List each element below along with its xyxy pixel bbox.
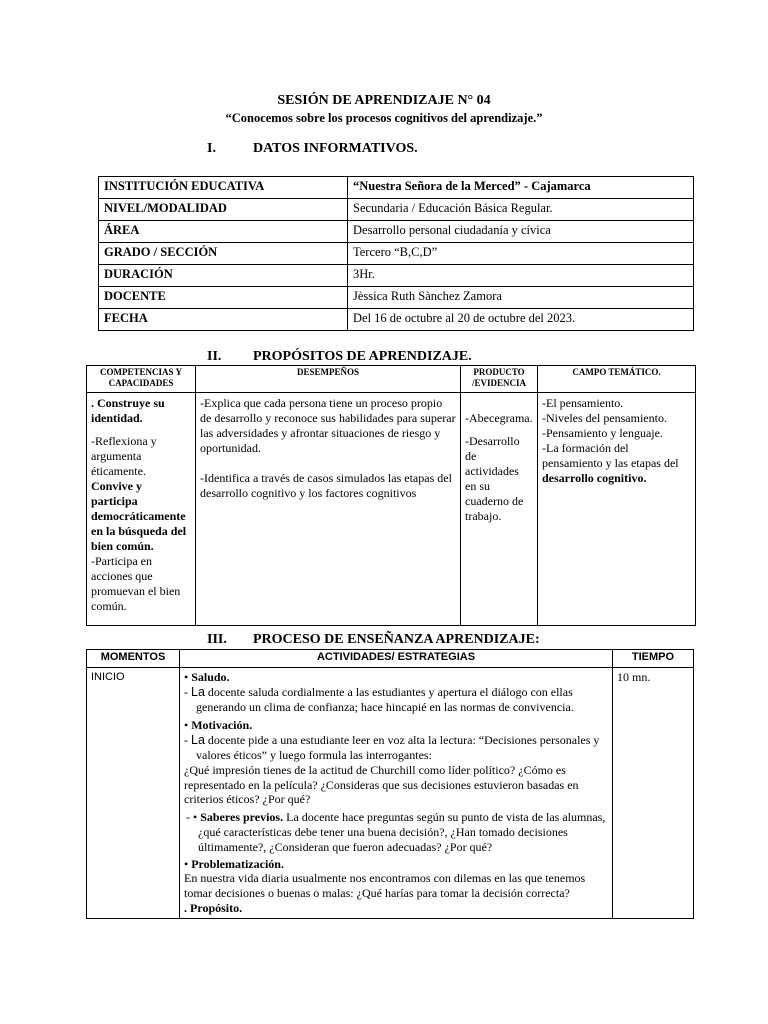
datos-value: Secundaria / Educación Básica Regular. [348, 199, 694, 221]
column-header: MOMENTOS [87, 650, 180, 668]
datos-value: Jèssica Ruth Sànchez Zamora [348, 287, 694, 309]
saberes-text: La docente hace preguntas según su punto de vista de las alumnas, ¿qué características debe tener una buena decisión?, ¿Han tomado decisiones últimamente?, ¿Consideran que fueron adecuadas? ¿Por qué? [198, 810, 606, 854]
tema: -El pensamiento. [542, 396, 624, 410]
table-row [99, 199, 694, 221]
table-row [87, 668, 694, 919]
motivacion-title: Motivación. [191, 718, 253, 733]
tiempo-cell: 10 mn. [613, 668, 694, 919]
datos-label: NIVEL/MODALIDAD [99, 199, 348, 221]
datos-value: Desarrollo personal ciudadanía y cívica [348, 221, 694, 243]
tema-text: -La formación del pensamiento y las etapas del [542, 441, 679, 470]
capacidad: -Reflexiona y argumenta éticamente. [91, 434, 157, 478]
datos-label: GRADO / SECCIÓN [99, 243, 348, 265]
producto: -Desarrollo de actividades en su cuaderno de trabajo. [465, 434, 524, 523]
tema: -Niveles del pensamiento. [542, 411, 667, 425]
desempenos-cell [196, 393, 461, 626]
section-title: PROPÓSITOS DE APRENDIZAJE. [253, 349, 472, 364]
column-header: CAMPO TEMÁTICO. [538, 366, 696, 393]
session-subtitle: “Conocemos sobre los procesos cognitivos del aprendizaje.” [225, 111, 543, 125]
capacidad: -Participa en acciones que promuevan el bien común. [91, 554, 181, 613]
proposito-title: . Propósito. [184, 900, 243, 915]
activity-item: - La docente pide a una estudiante leer en voz alta la lectura: “Decisiones personales y valores éticos” y luego formula las interrogantes: [184, 733, 600, 762]
table-header-row [87, 650, 694, 668]
activity-heading: • Motivación. [184, 718, 253, 733]
datos-value: 3Hr. [348, 265, 694, 287]
section-number: I. [207, 141, 216, 156]
table-row [99, 243, 694, 265]
desempeno: -Identifica a través de casos simulados las etapas del desarrollo cognitivo y los factores cognitivos [200, 471, 452, 500]
datos-label: DURACIÓN [99, 265, 348, 287]
datos-informativos-table [98, 176, 694, 331]
column-header: COMPETENCIAS Y CAPACIDADES [87, 366, 196, 393]
datos-value: “Nuestra Señora de la Merced” - Cajamarca [348, 177, 694, 199]
problem-text: En nuestra vida diaria usualmente nos encontramos con dilemas en las que tenemos tomar decisiones o buenas o malas: ¿Qué harías para tomar la decisión correcta? [184, 871, 586, 901]
activity-item: - • Saberes previos. La docente hace preguntas según su punto de vista de las alumnas, ¿qué características debe tener una buena decisión?, ¿Han tomado decisiones últimamente?, ¿Consideran que fueron adecuadas? ¿Por qué? [186, 810, 606, 854]
section-number: II. [207, 349, 222, 364]
proceso-table [86, 649, 694, 919]
column-header: ACTIVIDADES/ ESTRATEGIAS [180, 650, 613, 668]
producto: -Abecegrama. [465, 411, 533, 425]
tema: -Pensamiento y lenguaje. [542, 426, 663, 440]
table-header-row [87, 366, 696, 393]
table-row [99, 309, 694, 331]
column-header: PRODUCTO /EVIDENCIA [461, 366, 538, 393]
momento-cell: INICIO [87, 668, 180, 919]
activity-heading: • Problematización. [184, 856, 284, 871]
section-number: III. [207, 632, 227, 647]
saberes-title: Saberes previos. [200, 810, 284, 825]
datos-label: DOCENTE [99, 287, 348, 309]
saludo-title: Saludo. [191, 670, 230, 684]
article-la: La [191, 733, 205, 748]
datos-label: INSTITUCIÓN EDUCATIVA [99, 177, 348, 199]
section-title: PROCESO DE ENSEÑANZA APRENDIZAJE: [253, 632, 540, 647]
competencias-cell [87, 393, 196, 626]
column-header: TIEMPO [613, 650, 694, 668]
motivacion-questions: ¿Qué impresión tienes de la actitud de Churchill como líder político? ¿Cómo es representado en la película? ¿Consideras que sus decisiones estuvieron basadas en criterios éticos? ¿Por qué? [184, 762, 579, 807]
page-title: SESIÓN DE APRENDIZAJE N° 04 [277, 93, 491, 108]
table-row [99, 287, 694, 309]
activity-item: - La docente saluda cordialmente a las estudiantes y apertura el diálogo con ellas generando un clima de confianza; hace hincapié en las normas de convivencia. [184, 684, 574, 714]
section-heading-propositos [207, 349, 472, 365]
motivacion-text: docente pide a una estudiante leer en voz alta la lectura: “Decisiones personales y valores éticos” y luego formula las interrogantes: [196, 733, 600, 762]
saludo-text: docente saluda cordialmente a las estudiantes y apertura el diálogo con ellas generando un clima de confianza; hace hincapié en las normas de convivencia. [196, 684, 574, 714]
datos-label: ÁREA [99, 221, 348, 243]
producto-cell [461, 393, 538, 626]
desempeno: -Explica que cada persona tiene un proceso propio de desarrollo y reconoce sus habilidades para superar las adversidades y afrontar situaciones de riesgo y oportunidad. [200, 396, 456, 455]
section-heading-proceso [207, 632, 540, 648]
column-header: DESEMPEÑOS [196, 366, 461, 393]
table-row [99, 177, 694, 199]
article-la: La [191, 684, 205, 699]
actividades-cell [180, 668, 613, 919]
propositos-table [86, 365, 696, 626]
tema [542, 441, 691, 486]
section-title: DATOS INFORMATIVOS. [253, 141, 418, 156]
competencia: . Construye su identidad. [91, 396, 165, 425]
table-row [99, 265, 694, 287]
problem-title: Problematización. [191, 856, 284, 871]
datos-label: FECHA [99, 309, 348, 331]
datos-value: Del 16 de octubre al 20 de octubre del 2023. [348, 309, 694, 331]
campo-tematico-cell [538, 393, 696, 626]
table-row [87, 393, 696, 626]
section-heading-datos [207, 141, 418, 157]
table-row [99, 221, 694, 243]
tema-bold: desarrollo cognitivo. [542, 471, 647, 485]
datos-value: Tercero “B,C,D” [348, 243, 694, 265]
competencia: Convive y participa democráticamente en la búsqueda del bien común. [91, 479, 187, 553]
activity-heading: • Saludo. [184, 670, 230, 684]
